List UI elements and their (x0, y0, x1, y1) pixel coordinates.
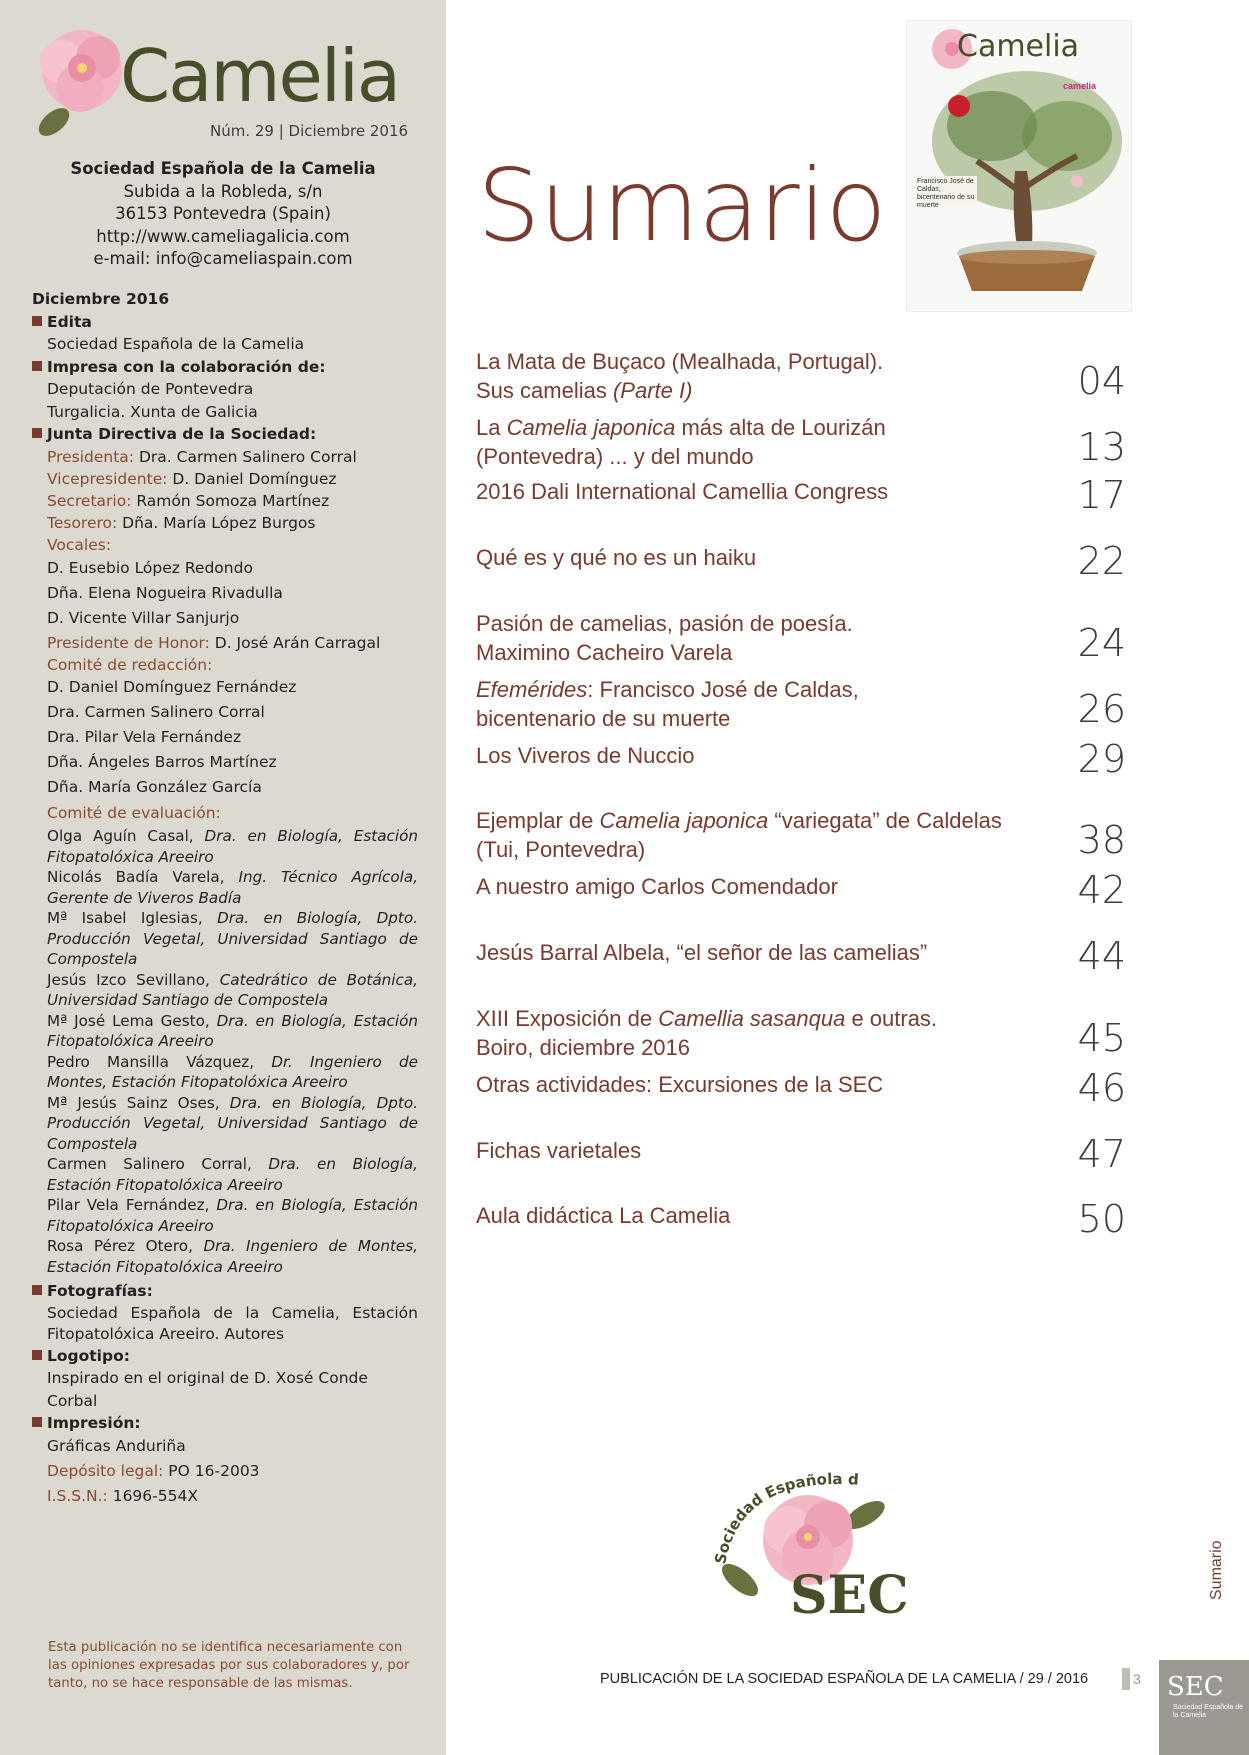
fotos-label: Fotografías: (47, 1282, 153, 1300)
sidebar (0, 0, 446, 1755)
redaccion-2: Dra. Carmen Salinero Corral (47, 703, 265, 721)
evaluator-entry (32, 1052, 418, 1093)
sec-logo (700, 1455, 909, 1626)
toc-title (476, 806, 1046, 864)
evaluator-name: Mª Isabel Iglesias, (47, 909, 218, 927)
evaluators-list (32, 826, 418, 1277)
evaluacion-role: Comité de evaluación: (47, 804, 221, 822)
presidenta-name: Dra. Carmen Salinero Corral (134, 447, 357, 466)
toc-title-text: Los Viveros de Nuccio (476, 743, 695, 768)
toc-title-text: e outras. (845, 1006, 938, 1031)
page-number: 3 (1133, 1671, 1141, 1687)
toc-page-number: 04 (1077, 359, 1126, 403)
cover-thumbnail[interactable] (906, 20, 1132, 312)
tesorero-name: Dña. María López Burgos (117, 513, 316, 532)
cover-logo: Camelia (957, 29, 1080, 64)
bullet-icon (32, 1285, 42, 1295)
evaluator-title: Catedrático de Botánica, Universidad Santiago de Compostela (47, 970, 418, 1009)
impresa-label: Impresa con la colaboración de: (47, 357, 326, 376)
evaluator-title: Dra. en Biología, Estación Fitopatolóxica Areeiro (47, 1196, 418, 1235)
toc-title (476, 872, 1046, 901)
evaluator-entry (32, 1011, 418, 1052)
evaluator-name: Mª Jesús Sainz Oses, (47, 1093, 230, 1112)
evaluator-entry (32, 1236, 418, 1277)
evaluator-title: Dra. en Biología, Dpto. Producción Vegetal, Universidad Santiago de Compostela (47, 1093, 419, 1153)
evaluator-entry (32, 1195, 418, 1236)
toc-title (476, 1136, 1046, 1165)
deposito-role: Depósito legal: (47, 1462, 164, 1480)
redaccion-5: Dña. María González García (47, 778, 262, 796)
toc-page-number: 17 (1077, 473, 1126, 517)
toc-title-text: Pasión de camelias, pasión de poesía. (476, 611, 853, 636)
evaluator-entry (32, 970, 418, 1011)
evaluator-entry (32, 826, 418, 867)
toc-title (476, 477, 1046, 506)
toc-title-text: A nuestro amigo Carlos Comendador (476, 874, 838, 899)
toc-title-text: “variegata” de Caldelas (768, 808, 1002, 833)
tesorero-role: Tesorero: (47, 513, 118, 532)
fotos-value: Sociedad Española de la Camelia, Estación Fitopatolóxica Areeiro. Autores (47, 1303, 418, 1343)
vocal-2: Dña. Elena Nogueira Rivadulla (47, 584, 283, 602)
toc-title-text: Fichas varietales (476, 1138, 642, 1163)
logo-wordmark: Camelia (120, 34, 399, 118)
society-name: Sociedad Española de la Camelia (70, 159, 376, 178)
bonsai-cover-illustration (907, 21, 1133, 313)
vice-role: Vicepresidente: (47, 469, 168, 488)
impresa-2: Turgalicia. Xunta de Galicia (47, 402, 258, 421)
toc-page-number: 26 (1077, 687, 1126, 731)
toc-title-text: 2016 Dali International Camellia Congress (476, 479, 889, 504)
evaluator-name: Nicolás Badía Varela, (47, 868, 239, 886)
evaluator-entry (32, 1093, 418, 1155)
address-line-1: Subida a la Robleda, s/n (123, 181, 323, 201)
secretario-role: Secretario: (47, 491, 132, 510)
sec-tab-subtitle: Sociedad Española de la Camelia (1173, 1704, 1244, 1719)
toc-page-number: 24 (1077, 621, 1126, 665)
credits-date: Diciembre 2016 (32, 290, 170, 308)
toc-title-line2: Maximino Cacheiro Varela (476, 640, 733, 665)
toc-title-text: La (476, 415, 507, 440)
toc-page-number: 22 (1077, 539, 1126, 583)
toc-title (476, 675, 1046, 733)
toc-title (476, 741, 1046, 770)
toc-title (476, 1201, 1046, 1230)
honor-role: Presidente de Honor: (47, 634, 210, 652)
disclaimer: Esta publicación no se identifica necesariamente con las opiniones expresadas por sus colaboradores y, por tanto, no se hace responsable de las mismas. (48, 1640, 410, 1691)
impresion-label: Impresión: (47, 1414, 141, 1432)
toc-title-text: Aula didáctica La Camelia (476, 1203, 731, 1228)
evaluator-name: Jesús Izco Sevillano, (47, 970, 220, 989)
evaluator-title: Dra. en Biología, Dpto. Producción Vegetal, Universidad Santiago de Compostela (47, 909, 418, 968)
redaccion-1: D. Daniel Domínguez Fernández (47, 678, 297, 696)
toc-title (476, 347, 1046, 405)
sec-corner-tab (1159, 1660, 1249, 1755)
cover-badge: camelia (1063, 81, 1097, 91)
evaluator-title: Dra. en Biología, Estación Fitopatolóxica Areeiro (47, 827, 418, 866)
bullet-icon (32, 1350, 42, 1360)
junta-label: Junta Directiva de la Sociedad: (47, 425, 317, 443)
deposito-value: PO 16-2003 (163, 1462, 260, 1480)
redaccion-role: Comité de redacción: (47, 656, 213, 674)
page-marker (1122, 1668, 1130, 1690)
evaluator-title: Dra. en Biología, Estación Fitopatolóxica Areeiro (47, 1155, 419, 1194)
toc-title-text: Otras actividades: Excursiones de la SEC (476, 1072, 884, 1097)
footer-text: PUBLICACIÓN DE LA SOCIEDAD ESPAÑOLA DE LA CAMELIA / 29 / 2016 (600, 1671, 1089, 1687)
toc-title-italic: Camelia japonica (599, 808, 769, 833)
honor-name: D. José Arán Carragal (209, 634, 381, 652)
cover-caption: Francisco José de Caldas, bicentenario de su muerte (917, 178, 975, 209)
toc-title-italic: Efemérides (476, 677, 588, 702)
toc-title-italic: Camelia japonica (506, 415, 676, 440)
bullet-icon (32, 361, 42, 371)
toc-title-line2: bicentenario de su muerte (476, 706, 731, 731)
email-link[interactable]: e-mail: info@cameliaspain.com (93, 249, 353, 268)
evaluator-title: Ing. Técnico Agrícola, Gerente de Viveros Badía (47, 868, 418, 907)
website-link[interactable]: http://www.cameliagalicia.com (96, 226, 350, 246)
toc-title-text: Qué es y qué no es un haiku (476, 545, 757, 570)
edita-value: Sociedad Española de la Camelia (47, 335, 305, 353)
edita-label: Edita (47, 312, 92, 331)
toc-page-number: 29 (1077, 737, 1126, 781)
evaluator-entry (32, 908, 418, 970)
issn-role: I.S.S.N.: (47, 1487, 108, 1505)
bullet-icon (32, 428, 42, 438)
vocales-role: Vocales: (47, 535, 112, 554)
toc-title-italic: Camellia sasanqua (658, 1006, 846, 1031)
toc-title-line2: Boiro, diciembre 2016 (476, 1035, 691, 1060)
toc-title-text: Jesús Barral Albela, “el señor de las camelias” (476, 940, 928, 965)
address-line-2: 36153 Pontevedra (Spain) (115, 204, 331, 223)
side-section-label: Sumario (1208, 1540, 1225, 1600)
impresa-1: Deputación de Pontevedra (47, 380, 254, 398)
toc-page-number: 47 (1077, 1132, 1126, 1176)
vocal-1: D. Eusebio López Redondo (47, 559, 253, 577)
issue-number: Núm. 29 | Diciembre 2016 (210, 122, 409, 140)
evaluator-entry (32, 867, 418, 908)
toc-title (476, 609, 1046, 667)
secretario-name: Ramón Somoza Martínez (131, 491, 330, 510)
toc-title-text: más alta de Lourizán (675, 415, 886, 440)
evaluator-entry (32, 1154, 418, 1195)
redaccion-4: Dña. Ángeles Barros Martínez (47, 753, 277, 771)
logotipo-label: Logotipo: (47, 1346, 130, 1365)
toc-page-number: 45 (1077, 1016, 1126, 1060)
toc-title-text: La Mata de Buçaco (Mealhada, Portugal). (476, 349, 884, 374)
evaluator-name: Olga Aguín Casal, (47, 827, 205, 845)
redaccion-3: Dra. Pilar Vela Fernández (47, 728, 242, 746)
toc-title-text: Ejemplar de (476, 808, 600, 833)
toc-title-line2: (Tui, Pontevedra) (476, 837, 646, 862)
evaluator-name: Carmen Salinero Corral, (47, 1155, 269, 1173)
toc-page-number: 38 (1077, 818, 1126, 862)
evaluator-title: Dra. en Biología, Estación Fitopatolóxica Areeiro (47, 1011, 418, 1050)
toc-page-number: 46 (1077, 1066, 1126, 1110)
vice-name: D. Daniel Domínguez (167, 469, 337, 488)
toc-page-number: 44 (1077, 934, 1126, 978)
impresion-value: Gráficas Anduriña (47, 1436, 186, 1455)
sec-abbr: SEC (790, 1565, 909, 1626)
sec-tab-abbr: SEC (1167, 1672, 1224, 1702)
evaluator-title: Dr. Ingeniero de Montes, Estación Fitopatolóxica Areeiro (47, 1052, 418, 1091)
evaluator-name: Pedro Mansilla Vázquez, (47, 1052, 272, 1071)
bullet-icon (32, 1417, 42, 1427)
presidenta-role: Presidenta: (47, 447, 135, 466)
evaluator-name: Pilar Vela Fernández, (47, 1196, 217, 1214)
page-title: Sumario (477, 147, 886, 264)
toc-page-number: 13 (1077, 425, 1126, 469)
credits (32, 288, 418, 1507)
evaluator-name: Mª José Lema Gesto, (47, 1011, 217, 1030)
society-address (0, 158, 446, 271)
issn-value: 1696-554X (107, 1487, 198, 1505)
evaluator-title: Dra. Ingeniero de Montes, Estación Fitopatolóxica Areeiro (47, 1237, 418, 1276)
toc-title-text: XIII Exposición de (476, 1006, 659, 1031)
toc-title-text: : Francisco José de Caldas, (587, 677, 859, 702)
toc-title (476, 413, 1046, 471)
toc-title-line2: Sus camelias (476, 378, 613, 403)
toc-title (476, 938, 1046, 967)
bullet-icon (32, 316, 42, 326)
toc-page-number: 50 (1077, 1197, 1126, 1241)
toc-title (476, 1070, 1046, 1099)
evaluator-name: Rosa Pérez Otero, (47, 1237, 204, 1255)
logotipo-value: Inspirado en el original de D. Xosé Conde Corbal (47, 1369, 368, 1410)
camelia-logo (32, 22, 412, 152)
toc-title (476, 543, 1046, 572)
vocal-3: D. Vicente Villar Sanjurjo (47, 609, 240, 627)
toc-title-italic: (Parte I) (612, 378, 693, 403)
toc-title-line2: (Pontevedra) ... y del mundo (476, 444, 754, 469)
sec-arc-text: Sociedad Española d (711, 1469, 860, 1566)
toc-title (476, 1004, 1046, 1062)
toc-page-number: 42 (1077, 868, 1126, 912)
